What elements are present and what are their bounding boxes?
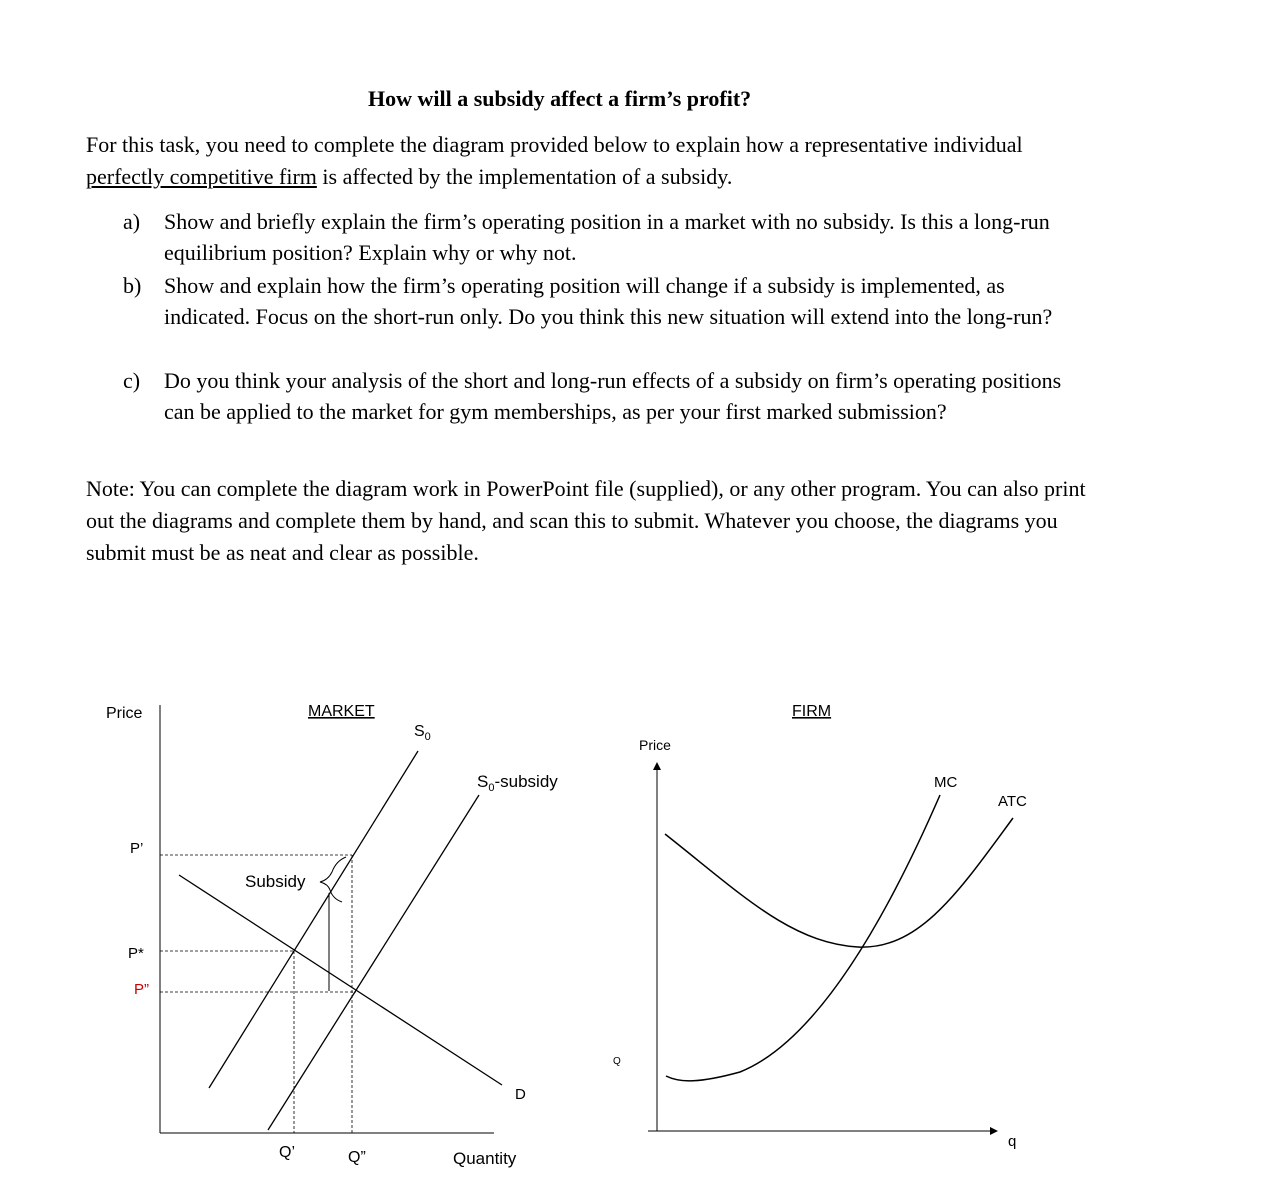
supply-curve-s0 — [209, 751, 418, 1088]
p-prime-label: P’ — [130, 840, 144, 857]
firm-x-axis-arrow — [990, 1127, 998, 1135]
question-b-text: Show and explain how the firm’s operating position will change if a subsidy is implemented, as indicated. Focus on the short-run only. Do you think this new situation will extend into the long-run? — [164, 273, 1053, 329]
market-y-axis-label: Price — [106, 705, 143, 722]
atc-curve — [665, 818, 1013, 947]
question-c-text: Do you think your analysis of the short and long-run effects of a subsidy on firm’s operating positions can be applied to the market for gym memberships, as per your first marked submission? — [164, 368, 1062, 424]
firm-x-axis-label: q — [1008, 1133, 1017, 1150]
firm-y-axis-arrow — [653, 762, 661, 770]
demand-label: D — [515, 1086, 526, 1103]
supply-subsidy-label: $S_0$-subsidy — [477, 772, 558, 794]
intro-text-before: For this task, you need to complete the diagram provided below to explain how a representative individual — [86, 132, 1023, 157]
p-double-label: P” — [134, 981, 149, 998]
question-a-label: a) — [123, 209, 141, 234]
question-b-label: b) — [123, 273, 142, 298]
firm-title: FIRM — [792, 703, 832, 720]
question-c-label: c) — [123, 368, 141, 393]
supply-s0-label: $S_0$ — [414, 723, 431, 743]
mc-label: MC — [934, 774, 958, 791]
q-prime-label: Q’ — [279, 1144, 295, 1161]
firm-y-axis-label: Price — [639, 737, 671, 753]
question-a-text: Show and briefly explain the firm’s operating position in a market with no subsidy. Is this a long-run equilibrium position? Explain why or why not. — [164, 209, 1050, 265]
page-title: How will a subsidy affect a firm’s profit? — [368, 86, 752, 111]
demand-curve — [179, 875, 502, 1085]
supply-curve-subsidy — [268, 795, 479, 1130]
market-title: MARKET — [308, 703, 375, 720]
atc-label: ATC — [998, 793, 1027, 810]
firm-diagram — [639, 703, 1027, 1150]
market-diagram — [106, 703, 621, 1168]
p-star-label: P* — [128, 945, 144, 962]
q-double-label: Q” — [348, 1149, 366, 1166]
note-paragraph: Note: You can complete the diagram work in PowerPoint file (supplied), or any other program. You can also print out the diagrams and complete them by hand, and scan this to submit. Whatever you choose, the diagrams you submit must be as neat and clear as possible. — [86, 476, 1086, 565]
stray-q-label: Q — [613, 1056, 621, 1067]
market-x-axis-label: Quantity — [453, 1149, 517, 1168]
intro-underlined-term: perfectly competitive firm — [86, 164, 317, 189]
intro-text-after: is affected by the implementation of a subsidy. — [316, 164, 733, 189]
subsidy-brace — [320, 857, 346, 902]
subsidy-label: Subsidy — [245, 872, 306, 891]
mc-curve — [666, 795, 940, 1081]
